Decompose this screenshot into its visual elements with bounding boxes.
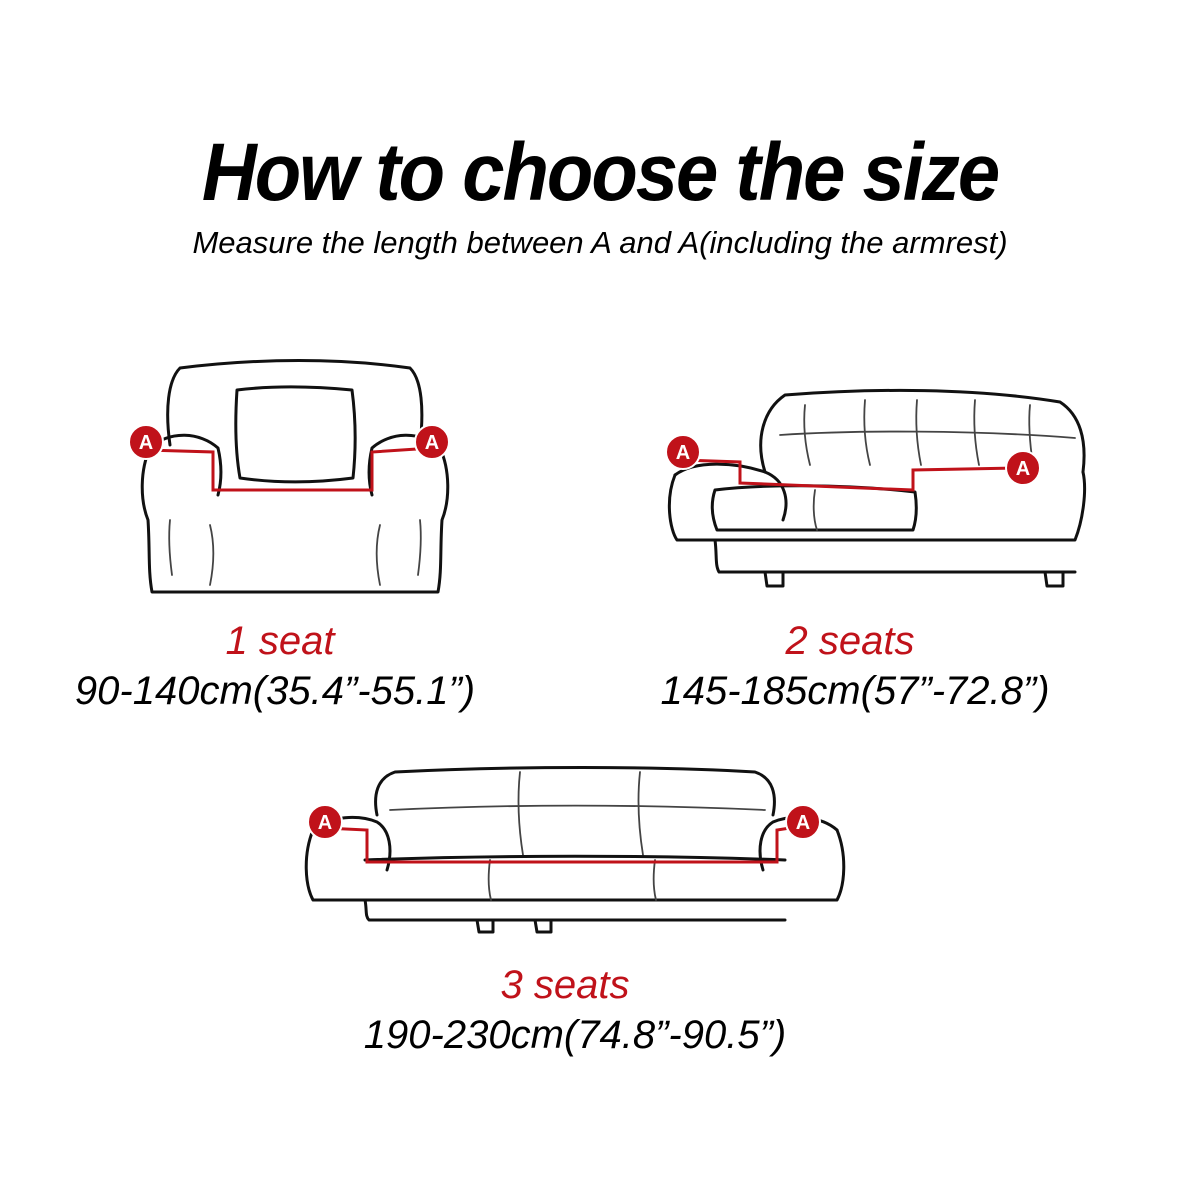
armchair-measure-line <box>146 448 432 490</box>
three-seat-sofa-illustration <box>295 760 855 940</box>
two-seat-label: 2 seats <box>785 619 915 663</box>
three-seat-marker-right <box>786 805 820 839</box>
three-seat-marker-left <box>308 805 342 839</box>
armchair-marker-left <box>129 425 163 459</box>
one-seat-size: 90-140cm(35.4”-55.1”) <box>74 669 476 713</box>
three-seat-label: 3 seats <box>500 963 630 1007</box>
three-seat-size: 190-230cm(74.8”-90.5”) <box>363 1013 787 1057</box>
armchair-marker-right <box>415 425 449 459</box>
svg-text:A: A <box>795 812 811 834</box>
svg-text:A: A <box>424 432 440 454</box>
page-title: How to choose the size <box>201 126 999 219</box>
two-seat-sofa-illustration <box>655 380 1095 600</box>
three-seat-outline <box>306 768 844 933</box>
armchair-outline <box>142 361 448 593</box>
svg-text:A: A <box>675 442 691 464</box>
page-subtitle: Measure the length between A and A(including the armrest) <box>192 225 1008 260</box>
two-seat-marker-left <box>666 435 700 469</box>
one-seat-armchair-illustration <box>110 350 470 610</box>
two-seat-size: 145-185cm(57”-72.8”) <box>660 669 1050 713</box>
two-seat-marker-right <box>1006 451 1040 485</box>
svg-text:A: A <box>317 812 333 834</box>
svg-text:A: A <box>1015 458 1031 480</box>
one-seat-label: 1 seat <box>225 619 335 663</box>
svg-text:A: A <box>138 432 154 454</box>
